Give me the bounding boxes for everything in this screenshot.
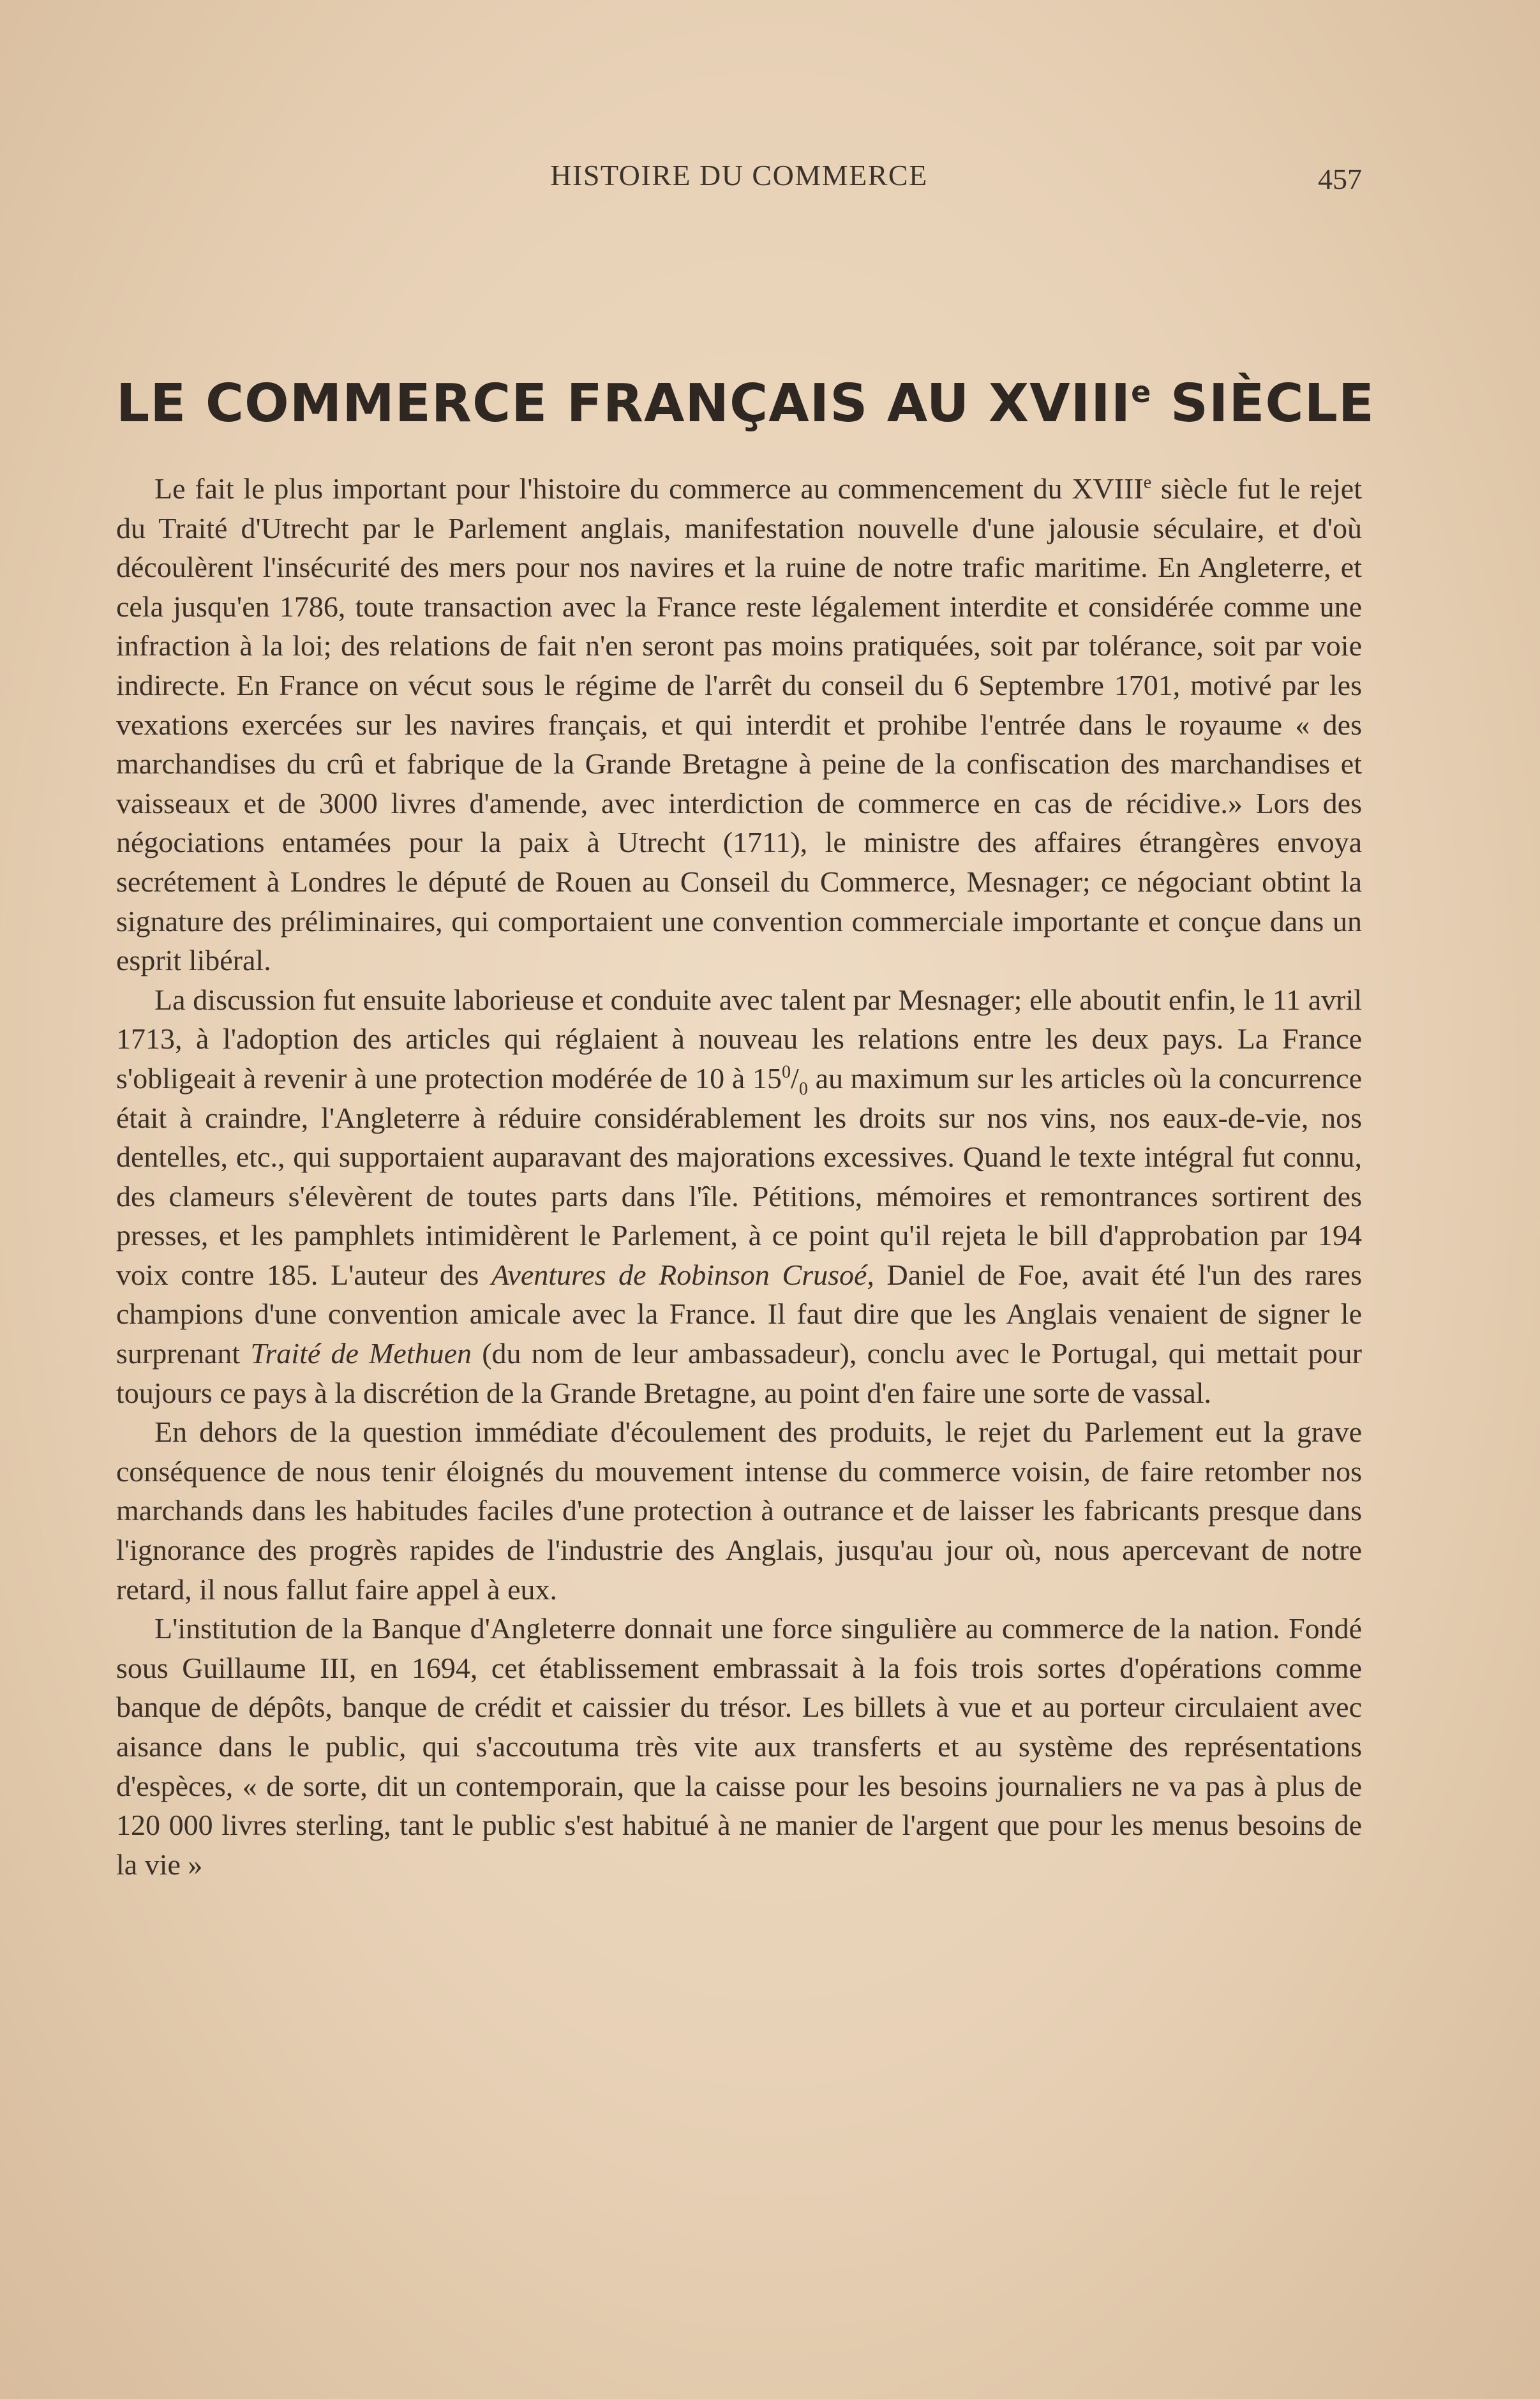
chapter-title-superscript: e	[1131, 375, 1152, 409]
paragraph-2-start: La discussion fut ensuite laborieuse et conduite avec talent par Mesnager; elle aboutit enfin, le 11 avril 1713, à l'adoption des articles qui réglaient à nouveau les relations entre les deux pays. La France s'obligeait à revenir à une protection modérée de 10 à 15	[116, 983, 1362, 1095]
paragraph-2-part-b: au maximum sur les articles où la concurrence était à craindre, l'Angleterre à réduire considérablement les droits sur nos vins, nos eaux-de-vie, nos dentelles, etc., qui supportaient auparavant des majorations excessives. Quand le texte intégral fut connu, des clameurs s'élevèrent de toutes parts dans l'île. Pétitions, mémoires et remontrances sortirent des presses, et les pamphlets intimidèrent le Parlement, à ce point qu'il rejeta le bill d'approbation par 194 voix contre 185. L'auteur des	[116, 1061, 1362, 1291]
chapter-title-main: LE COMMERCE FRANÇAIS AU XVIII	[116, 373, 1132, 434]
book-title-robinson: Aventures de Robinson Crusoé,	[491, 1258, 874, 1291]
treaty-title-methuen: Traité de Methuen	[250, 1337, 472, 1370]
percent-sup: 0	[782, 1062, 791, 1082]
paragraph-3: En dehors de la question immédiate d'écoulement des produits, le rejet du Parlement eut la grave conséquence de nous tenir éloignés du mouvement intense du commerce voisin, de faire retomber nos marchands dans les habitudes faciles d'une protection à outrance et de laisser les fabricants presque dans l'ignorance des progrès rapides de l'industrie des Anglais, jusqu'au jour où, nous apercevant de notre retard, il nous fallut faire appel à eux.	[116, 1416, 1362, 1606]
running-title: HISTOIRE DU COMMERCE	[550, 159, 928, 191]
chapter-title-end: SIÈCLE	[1151, 373, 1375, 434]
paragraph-1-rest: siècle fut le rejet du Traité d'Utrecht par le Parlement anglais, manifestation nouvelle d'une jalousie séculaire, et d'où découlèrent l'insécurité des mers pour nos navires et la ruine de notre trafic maritime. En Angleterre, et cela jusqu'en 1786, toute transaction avec la France reste légalement interdite et considérée comme une infraction à la loi; des relations de fait n'en seront pas moins pratiquées, soit par tolérance, soit par voie indirecte. En France on vécut sous le régime de l'arrêt du conseil du 6 Septembre 1701, motivé par les vexations exercées sur les navires français, et qui interdit et prohibe l'entrée dans le royaume « des marchandises du crû et fabrique de la Grande Bretagne à peine de la confiscation des marchandises et vaisseaux et de 3000 livres d'amende, avec interdiction de commerce en cas de récidive.» Lors des négociations entamées pour la paix à Utrecht (1711), le ministre des affaires étrangères envoya secrétement à Londres le député de Rouen au Conseil du Commerce, Mesnager; ce négociant obtint la signature des préliminaires, qui comportaient une convention commerciale importante et conçue dans un esprit libéral.	[116, 472, 1362, 977]
chapter-title	[116, 373, 1375, 434]
percent-sub: 0	[798, 1079, 808, 1100]
paragraph-2-part-d: (du nom de leur ambassadeur), conclu avec le Portugal, qui mettait pour toujours ce pays à la discrétion de la Grande Bretagne, au point d'en faire une sorte de vassal.	[116, 1337, 1362, 1409]
paragraph-1	[116, 469, 1362, 980]
running-head	[116, 158, 1362, 197]
page-number: 457	[1318, 163, 1362, 195]
century-superscript: e	[1143, 472, 1152, 493]
body-text	[116, 469, 1362, 1884]
paragraph-2	[116, 980, 1362, 1413]
paragraph-2-part-c: Daniel de Foe, avait été l'un des rares champions d'une convention amicale avec la France. Il faut dire que les Anglais venaient de signer le surprenant	[116, 1258, 1362, 1370]
percent-slash: /	[791, 1061, 799, 1095]
paragraph-1-start: Le fait le plus important pour l'histoire du commerce au commencement du XVIII	[154, 472, 1144, 505]
paragraph-4: L'institution de la Banque d'Angleterre donnait une force singulière au commerce de la nation. Fondé sous Guillaume III, en 1694, cet établissement embrassait à la fois trois sortes d'opérations comme banque de dépôts, banque de crédit et caissier du trésor. Les billets à vue et au porteur circulaient avec aisance dans le public, qui s'accoutuma très vite aux transferts et au système des représentations d'espèces, « de sorte, dit un contemporain, que la caisse pour les besoins journaliers ne va pas à plus de 120 000 livres sterling, tant le public s'est habitué à ne manier de l'argent que pour les menus besoins de la vie »	[116, 1612, 1362, 1881]
